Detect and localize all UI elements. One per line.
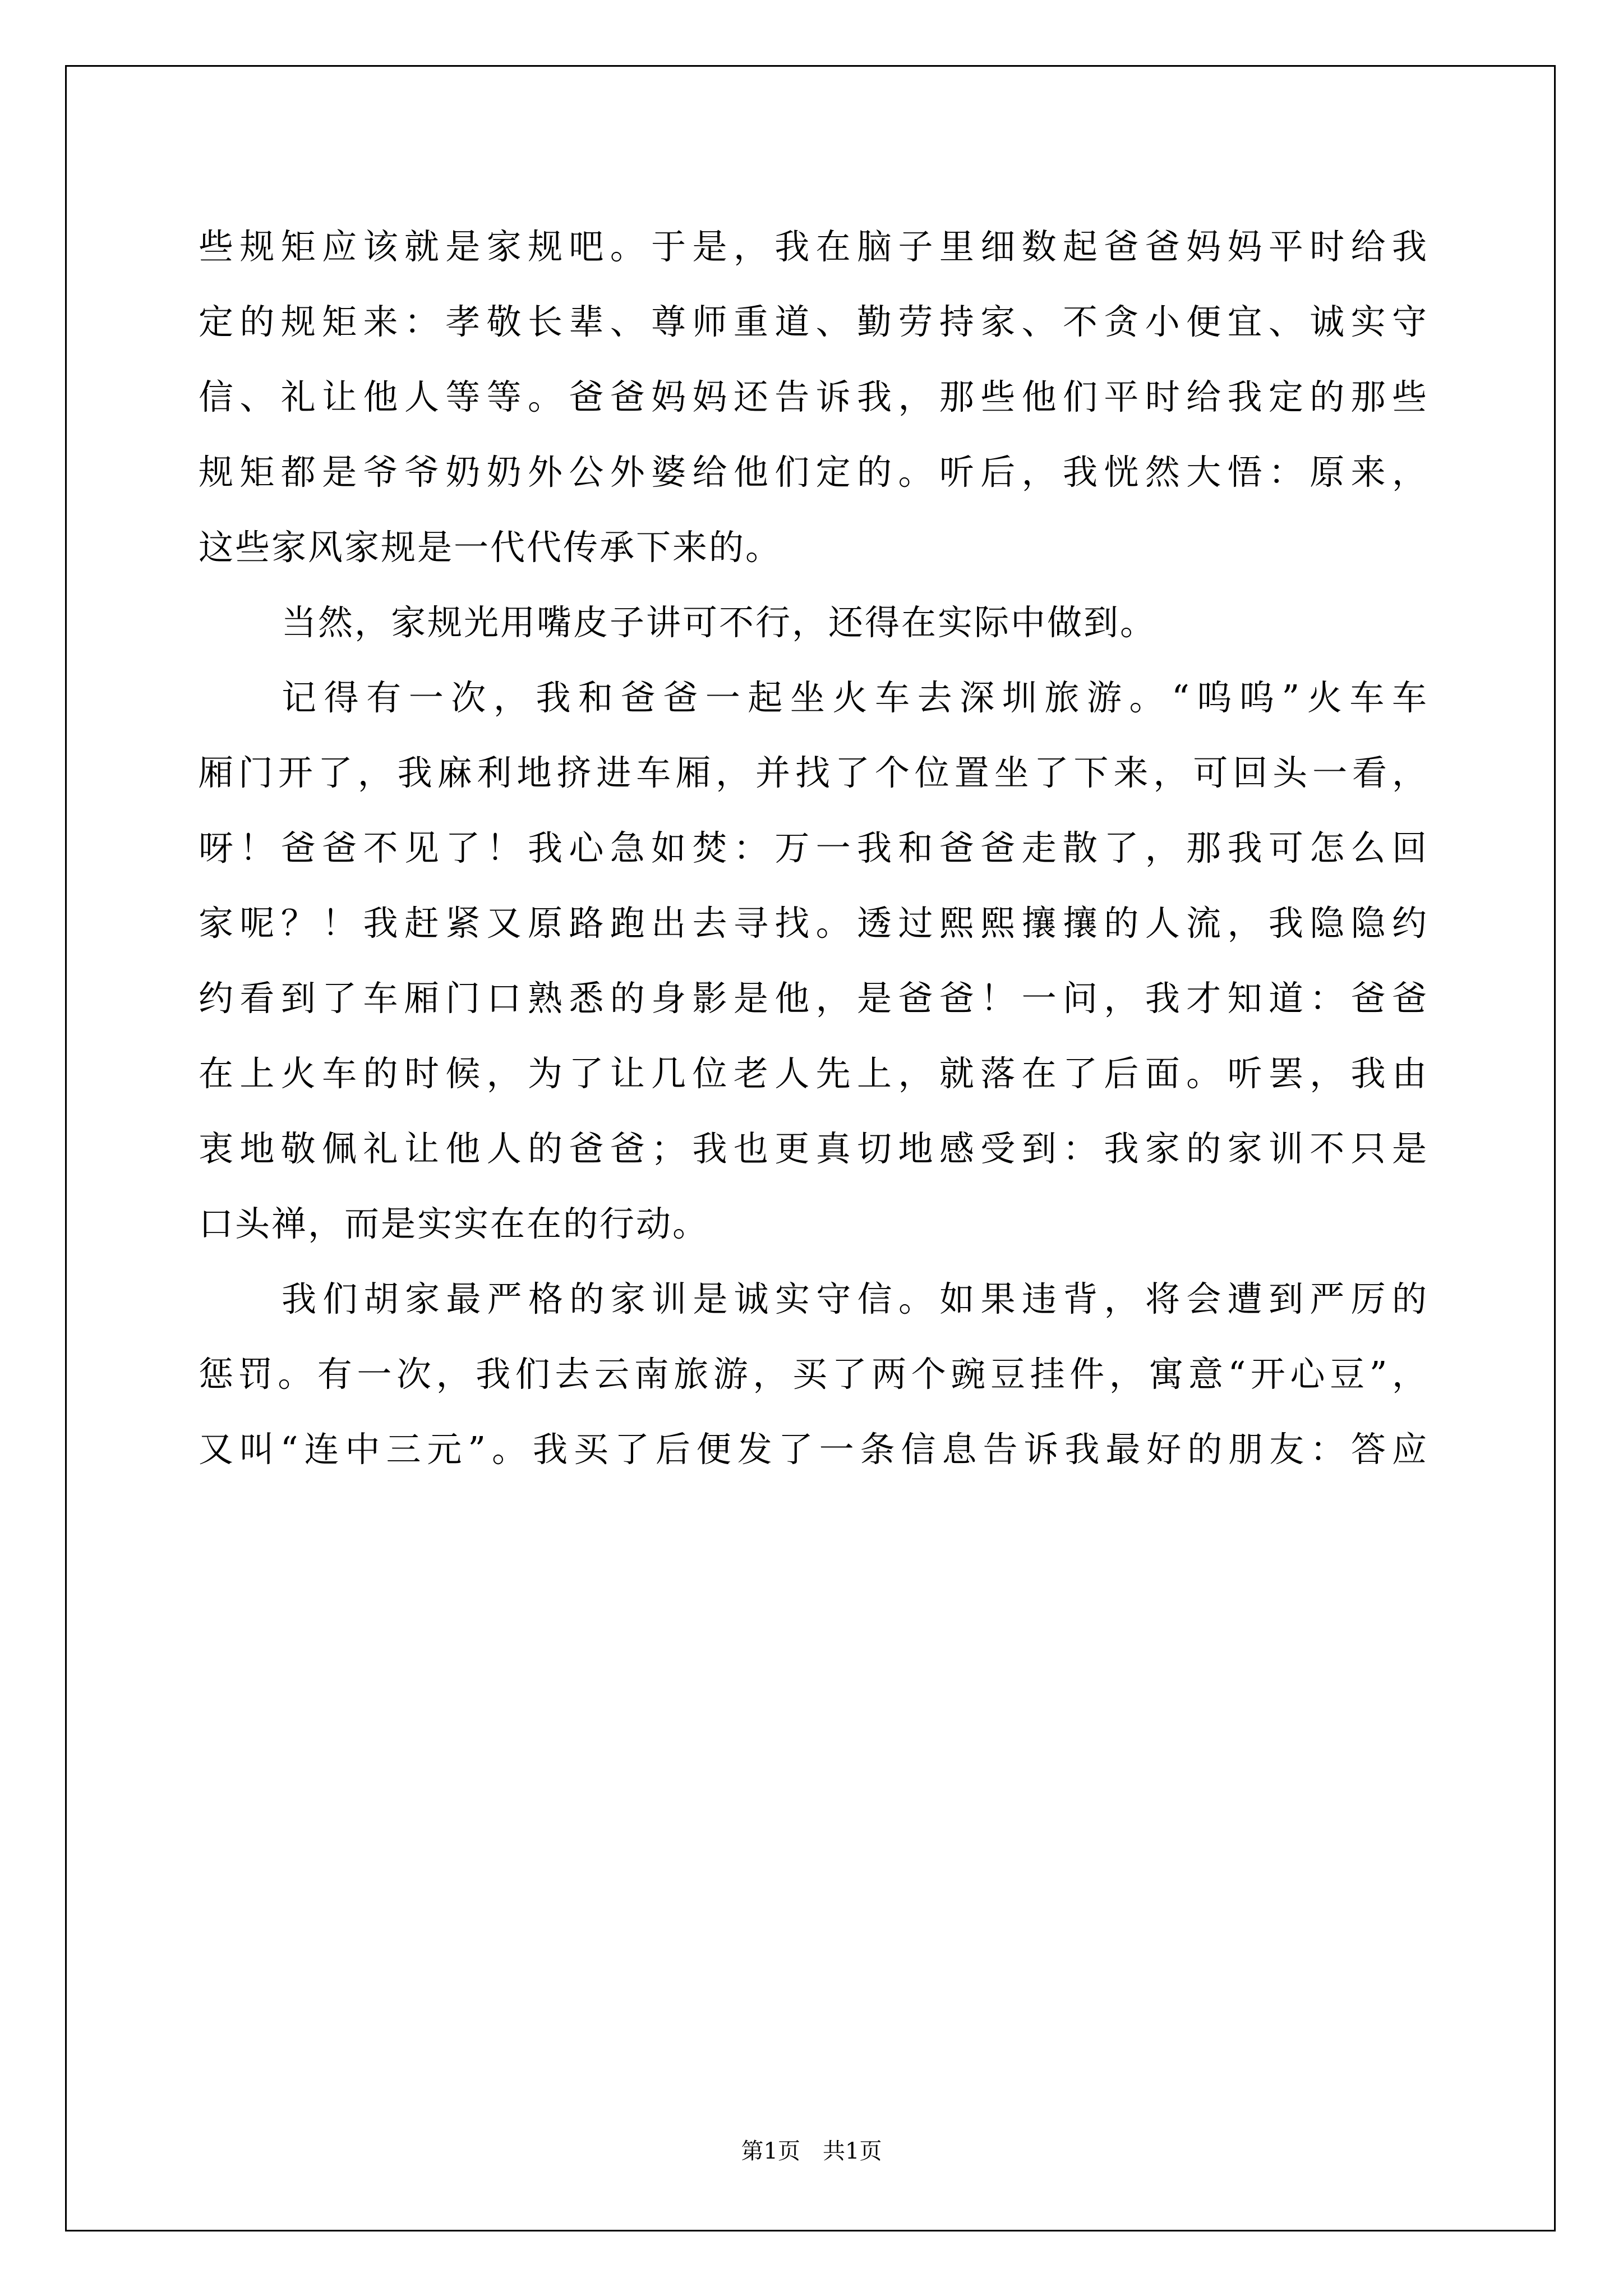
- text-line: 定的规矩来：孝敬长辈、尊师重道、勤劳持家、不贪小便宜、诚实守: [199, 301, 1427, 342]
- text-line: 这些家风家规是一代代传承下来的。: [199, 527, 782, 568]
- text-line: 又叫“连中三元”。我买了后便发了一条信息告诉我最好的朋友：答应: [199, 1429, 1427, 1470]
- text-line: 惩罚。有一次，我们去云南旅游，买了两个豌豆挂件，寓意“开心豆”，: [199, 1354, 1427, 1395]
- text-line: 记得有一次，我和爸爸一起坐火车去深圳旅游。“呜呜”火车车: [282, 677, 1427, 718]
- text-line: 厢门开了，我麻利地挤进车厢，并找了个位置坐了下来，可回头一看，: [199, 752, 1427, 793]
- text-line: 约看到了车厢门口熟悉的身影是他，是爸爸！一问，我才知道：爸爸: [199, 978, 1427, 1019]
- text-line: 在上火车的时候，为了让几位老人先上，就落在了后面。听罢，我由: [199, 1053, 1427, 1094]
- text-line: 些规矩应该就是家规吧。于是，我在脑子里细数起爸爸妈妈平时给我: [199, 226, 1427, 267]
- text-line: 家呢？！我赶紧又原路跑出去寻找。透过熙熙攘攘的人流，我隐隐约: [199, 903, 1427, 944]
- text-line: 呀！爸爸不见了！我心急如焚：万一我和爸爸走散了，那我可怎么回: [199, 827, 1427, 868]
- text-line: 规矩都是爷爷奶奶外公外婆给他们定的。听后，我恍然大悟：原来，: [199, 452, 1427, 493]
- page-footer: [0, 2137, 1623, 2165]
- page-number-label: 第1页 共1页: [741, 2138, 882, 2164]
- text-line: 当然，家规光用嘴皮子讲可不行，还得在实际中做到。: [282, 602, 1157, 643]
- text-line: 我们胡家最严格的家训是诚实守信。如果违背，将会遭到严厉的: [282, 1278, 1427, 1319]
- text-line: 信、礼让他人等等。爸爸妈妈还告诉我，那些他们平时给我定的那些: [199, 376, 1427, 417]
- text-line: 衷地敬佩礼让他人的爸爸；我也更真切地感受到：我家的家训不只是: [199, 1128, 1427, 1169]
- text-line: 口头禅，而是实实在在的行动。: [199, 1203, 709, 1244]
